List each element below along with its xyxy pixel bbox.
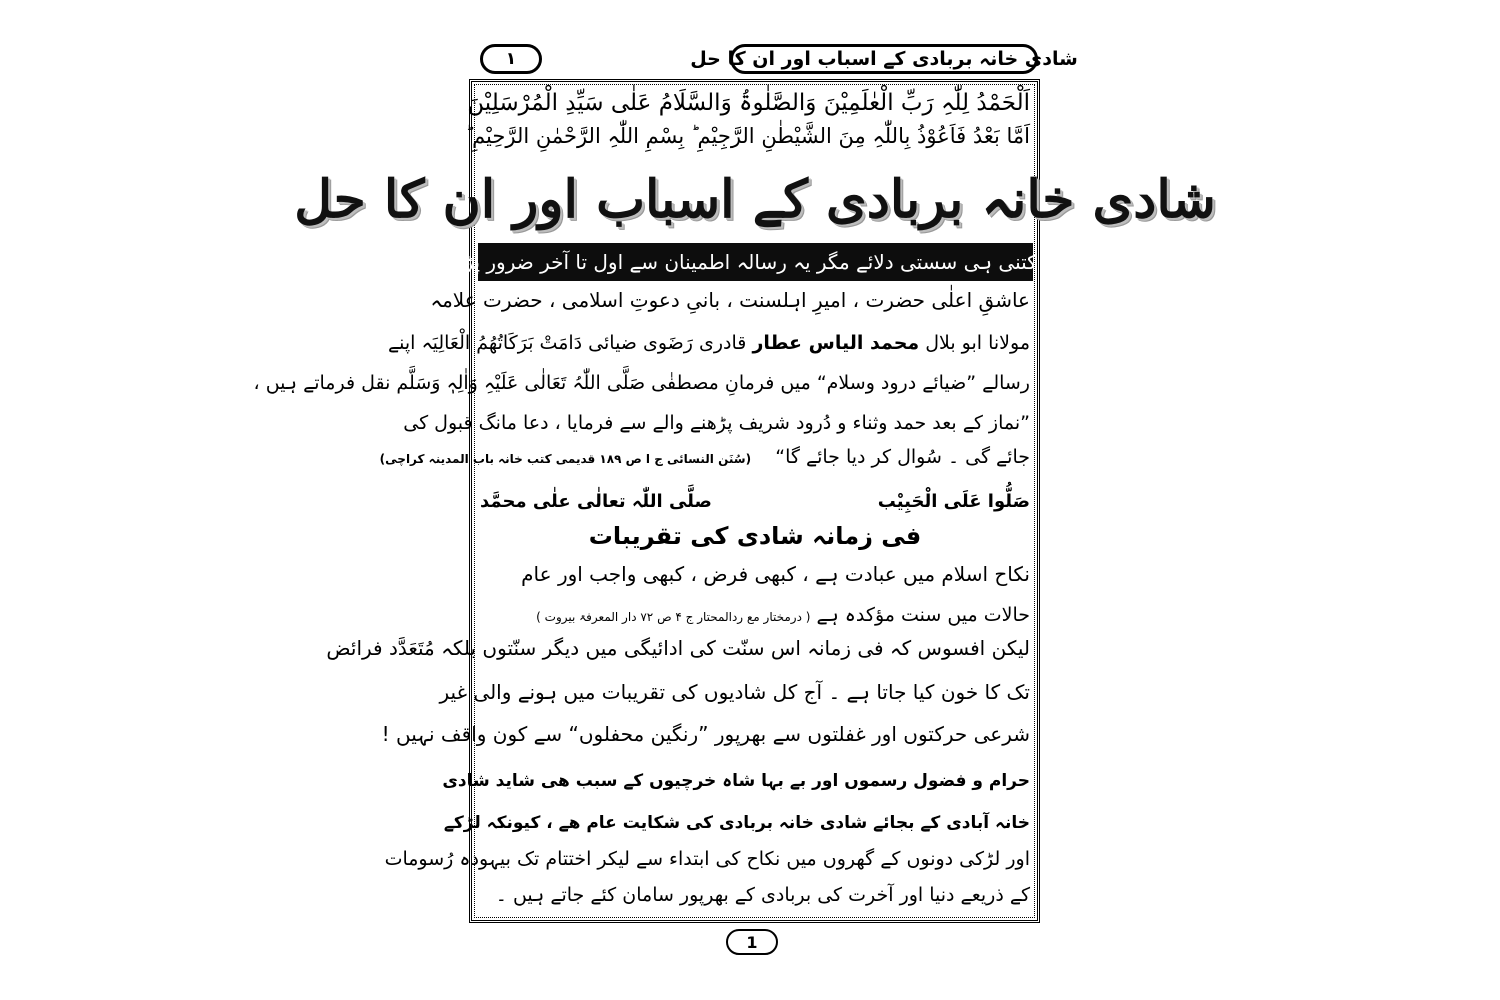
section-line-1: نکاح اسلام میں عبادت ہے ، کبھی فرض ، کبھی واجب اور عام <box>521 562 1030 586</box>
salawat-row <box>480 486 1030 516</box>
section-line-4: تک کا خون کیا جاتا ہے ۔ آج کل شادیوں کی تقریبات میں ہونے والی غیر <box>439 680 1030 704</box>
reading-banner: شیطٰن کتنی ہی سستی دلائے مگر یہ رسالہ اطمینان سے اول تا آخر ضرور پڑھیں ۔ <box>478 243 1033 281</box>
hadith-line-2 <box>379 446 1030 480</box>
section-line-2 <box>480 604 1030 636</box>
section-line-3: لیکن افسوس کہ فی زمانہ اس سنّت کی ادائیگی میں دیگر سنّتوں بلکہ مُتَعَدَّد فرائض <box>326 636 1030 660</box>
opening-taawwuz-line: اَمَّا بَعْدُ فَاَعُوْذُ بِاللّٰہِ مِنَ الشَّیْطٰنِ الرَّجِیْمِ ؕ بِسْمِ اللّٰہِ الرَّحْمٰنِ الرَّحِیْمِ ؕ <box>465 124 1030 148</box>
header-page-number: ١ <box>480 44 542 74</box>
section-line-5: شرعی حرکتوں اور غفلتوں سے بھرپور ”رنگین محفلوں“ سے کون واقف نہیں ! <box>381 722 1030 746</box>
section-line-2-text: حالات میں سنت مؤکدہ ہے <box>816 604 1030 626</box>
intro-line-3: رسالے ”ضیائے درود وسلام“ میں فرمانِ مصطفٰی صَلَّی اللّٰہُ تَعَالٰی عَلَیْہِ وَاٰلِہٖ وَسَلَّم نقل فرماتے ہیں ، <box>253 372 1030 394</box>
footer-page-number: 1 <box>726 929 778 955</box>
intro-line-2 <box>388 332 1030 364</box>
opening-hamd-line: اَلْحَمْدُ لِلّٰہِ رَبِّ الْعٰلَمِیْنَ وَالصَّلٰوۃُ وَالسَّلَامُ عَلٰی سَیِّدِ الْمُرْسَلِیْنَ <box>467 90 1030 116</box>
main-title: شادی خانہ بربادی کے اسباب اور ان کا حل <box>294 168 1216 230</box>
intro-line-2-a: مولانا ابو بلال <box>919 332 1030 354</box>
hadith-reference: (سُنَن النسائی ج ا ص ۱۸۹ قدیمی کتب خانہ باب المدینہ کراچی) <box>379 452 752 466</box>
hadith-line-1: ”نماز کے بعد حمد وثناء و دُرود شریف پڑھنے والے سے فرمایا ، دعا مانگ قبول کی <box>403 412 1030 434</box>
salawat-response: صلَّی اللّٰہ تعالٰی علٰی محمَّد <box>480 490 712 512</box>
salawat-call: صَلُّوا عَلَی الْحَبِیْب <box>877 490 1030 512</box>
section-line-9: کے ذریعے دنیا اور آخرت کی بربادی کے بھرپور سامان کئے جاتے ہیں ۔ <box>495 884 1030 906</box>
section-reference: ( درمختار مع ردالمحتار ج ۴ ص ۷۲ دار المعرفۃ بیروت ) <box>536 610 811 624</box>
section-line-8: اور لڑکی دونوں کے گھروں میں نکاح کی ابتداء سے لیکر اختتام تک بیہودہ رُسومات <box>384 848 1030 870</box>
section-line-7: خانہ آبادی کے بجائے شادی خانہ بربادی کی شکایت عام ھے ، کیونکہ لڑکے <box>443 813 1030 833</box>
hadith-line-2-text: جائے گی ۔ سُوال کر دیا جائے گا“ <box>775 446 1030 468</box>
running-header-title: شادی خانہ بربادی کے اسباب اور ان کا حل <box>730 44 1038 74</box>
section-heading: فی زمانہ شادی کی تقریبات <box>588 522 922 550</box>
intro-line-1: عاشقِ اعلٰی حضرت ، امیرِ اہلسنت ، بانیِ دعوتِ اسلامی ، حضرت علامہ <box>430 288 1030 312</box>
author-name: محمد الیاس عطار <box>752 332 920 354</box>
section-line-6: حرام و فضول رسموں اور بے بہا شاہ خرچیوں کے سبب ھی شاید شادی <box>442 771 1030 791</box>
intro-line-2-c: قادری رَضَوی ضیائی دَامَتْ بَرَکَاتُھُمُ الْعَالِیَہ اپنے <box>388 332 753 354</box>
